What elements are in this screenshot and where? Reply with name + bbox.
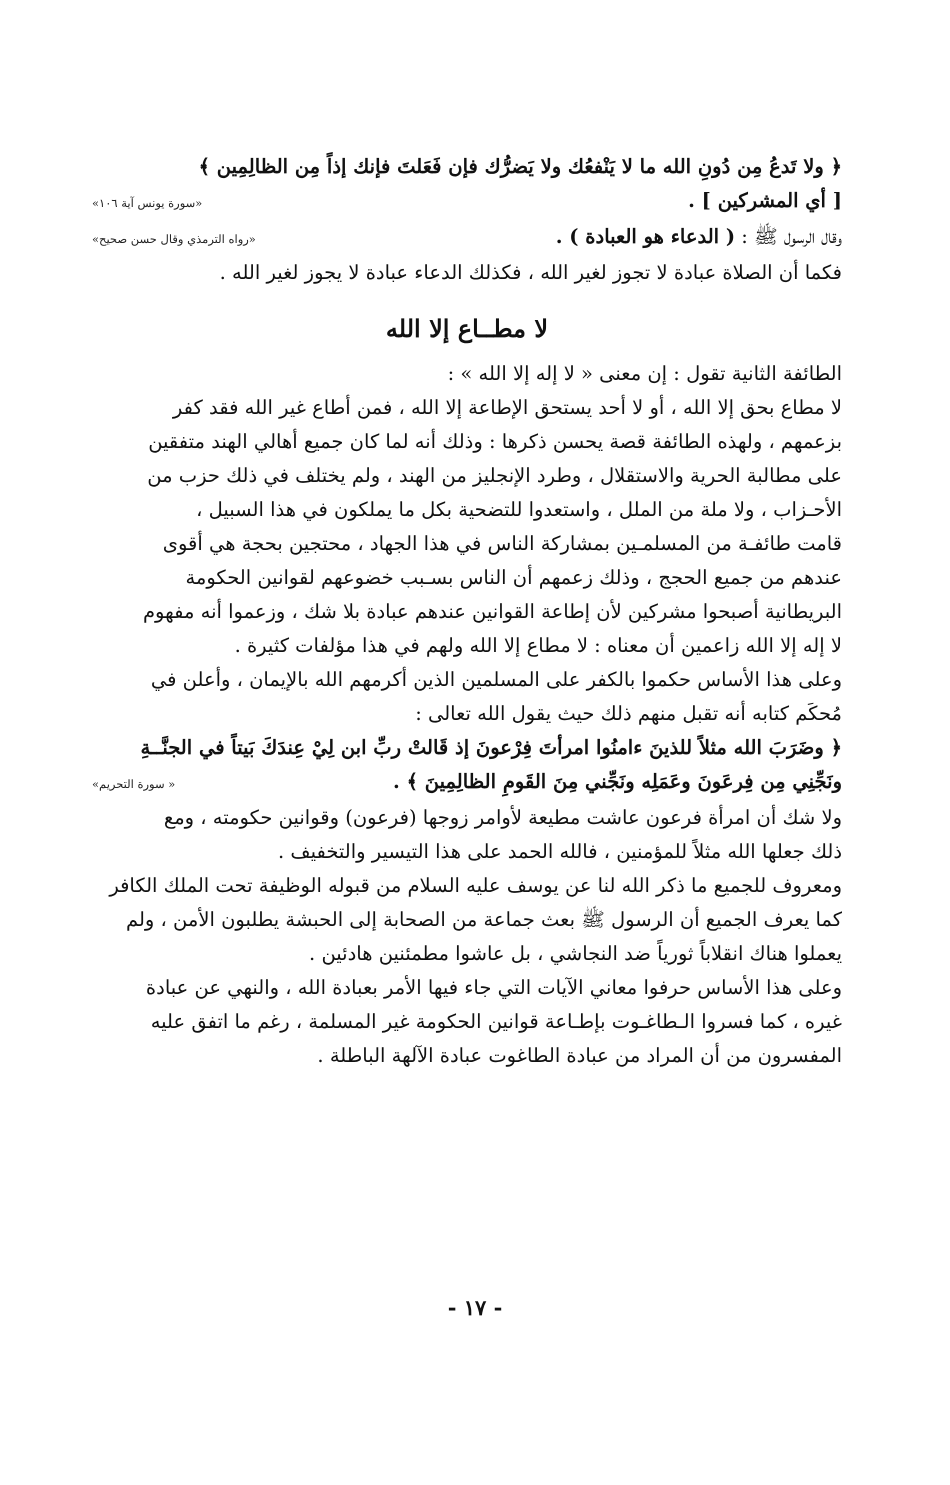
- body-line: مُحكَم كتابه أنه تقبل منهم ذلك حيث يقول الله تعالى :: [415, 702, 842, 725]
- hadith-reference: «رواه الترمذي وقال حسن صحيح»: [92, 232, 256, 246]
- body-line: لا إله إلا الله زاعمين أن معناه : لا مطاع إلا الله ولهم في هذا مؤلفات كثيرة .: [234, 634, 842, 657]
- body-line: على مطالبة الحرية والاستقلال ، وطرد الإنجليز من الهند ، ولم يختلف في ذلك حزب من: [147, 464, 842, 487]
- verse-tahrim-reference: « سورة التحريم»: [92, 777, 176, 791]
- body-section-1: [92, 357, 842, 731]
- hadith-quote: ( الدعاء هو العبادة ) .: [555, 225, 736, 248]
- body-line: عندهم من جميع الحجج ، وذلك زعمهم أن الناس بسـبب خضوعهم لقوانين الحكومة: [185, 566, 842, 589]
- verse-reference: «سورة يونس آية ١٠٦»: [92, 196, 203, 210]
- body-line: بزعمهم ، ولهذه الطائفة قصة يحسن ذكرها : وذلك أنه لما كان جميع أهالي الهند متفقين: [148, 430, 842, 453]
- verse-tahrim-row: [92, 765, 842, 801]
- body-line: الأحـزاب ، ولا ملة من الملل ، واستعدوا للتضحية بكل ما يملكون في هذا السبيل ،: [196, 498, 842, 521]
- body-line: ومعروف للجميع ما ذكر الله لنا عن يوسف عليه السلام من قبوله الوظيفة تحت الملك الكافر: [109, 874, 842, 897]
- section-heading: لا مطــاع إلا الله: [385, 314, 549, 343]
- body-section-2: [92, 801, 842, 1073]
- body-line: غيره ، كما فسروا الـطاغـوت بإطـاعة قوانين الحكومة غير المسلمة ، رغم ما اتفق عليه: [150, 1010, 842, 1033]
- hadith-text: [556, 220, 842, 254]
- verse-note-row: [92, 184, 842, 220]
- quran-verse-tahrim-line-1: ﴿ وضَرَبَ الله مثلاً للذينَ ءامنُوا امرأتَ فِرْعونَ إذ قَالتْ ربِّ ابن لِيْ عِندَكَ بَيتاً في الجنَّــةِ: [140, 736, 842, 759]
- quran-verse-tahrim-line-2: ونَجِّنِي مِن فِرعَونَ وعَمَلِه ونَجِّني مِنَ القَومِ الظالِمِينَ ﴾ .: [393, 770, 842, 793]
- body-line: البريطانية أصبحوا مشركين لأن إطاعة القوانين عندهم عبادة بلا شك ، وزعموا أنه مفهوم: [142, 600, 842, 623]
- quran-verse-yunus: ﴿ ولا تَدعُ مِن دُونِ الله ما لا يَنْفعُك ولا يَضرُّك فإن فَعَلتَ فإنك إذاً مِن الظالِمِين ﴾: [198, 155, 842, 178]
- document-page: [92, 150, 842, 1073]
- body-line: ذلك جعلها الله مثلاً للمؤمنين ، فالله الحمد على هذا التيسير والتخفيف .: [277, 840, 842, 863]
- page-number: - ١٧ -: [447, 1295, 503, 1320]
- body-line: الطائفة الثانية تقول : إن معنى « لا إله إلا الله » :: [447, 362, 842, 385]
- body-line: كما يعرف الجميع أن الرسول ﷺ بعث جماعة من الصحابة إلى الحبشة يطلبون الأمن ، ولم: [126, 908, 842, 931]
- body-line: وعلى هذا الأساس حكموا بالكفر على المسلمين الذين أكرمهم الله بالإيمان ، وأعلن في: [150, 668, 842, 691]
- hadith-row: [92, 220, 842, 256]
- paragraph-prayer: فكما أن الصلاة عبادة لا تجوز لغير الله ، فكذلك الدعاء عبادة لا يجوز لغير الله .: [219, 261, 842, 284]
- hadith-intro: وقال الرسول ﷺ :: [735, 225, 842, 248]
- body-line: المفسرون من أن المراد من عبادة الطاغوت عبادة الآلهة الباطلة .: [317, 1044, 842, 1067]
- body-line: يعملوا هناك انقلاباً ثورياً ضد النجاشي ، بل عاشوا مطمئنين هادئين .: [309, 942, 842, 965]
- body-line: وعلى هذا الأساس حرفوا معاني الآيات التي جاء فيها الأمر بعبادة الله ، والنهي عن عبادة: [145, 976, 842, 999]
- verse-note: [ أي المشركين ] .: [688, 189, 842, 212]
- body-line: ولا شك أن امرأة فرعون عاشت مطيعة لأوامر زوجها (فرعون) وقوانين حكومته ، ومع: [163, 806, 842, 829]
- body-line: لا مطاع بحق إلا الله ، أو لا أحد يستحق الإطاعة إلا الله ، فمن أطاع غير الله فقد كفر: [172, 396, 842, 419]
- body-line: قامت طائفـة من المسلمـين بمشاركة الناس في هذا الجهاد ، محتجين بحجة هي أقوى: [162, 532, 842, 555]
